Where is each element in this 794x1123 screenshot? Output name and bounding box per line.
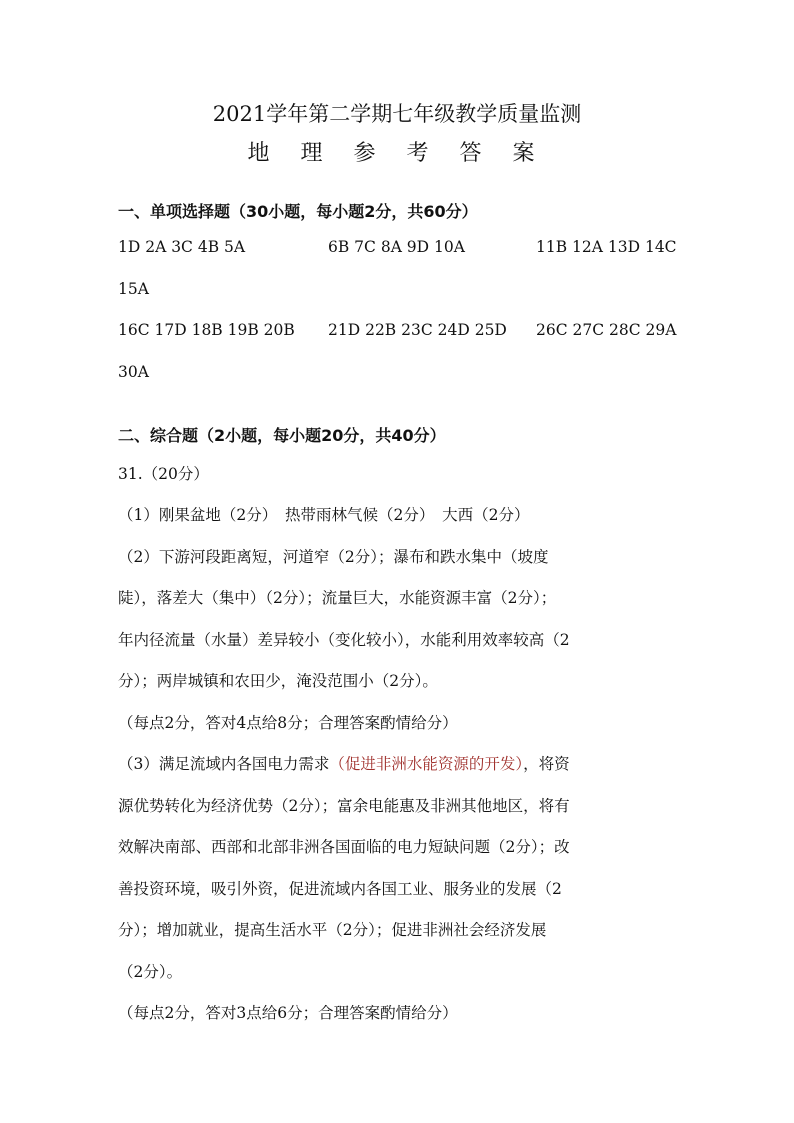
- answer-31-3-line2: 源优势转化为经济优势（2分）；富余电能惠及非洲其他地区，将有: [118, 797, 570, 815]
- answer-31-3-line6: （2分）。: [118, 963, 183, 981]
- scoring-note-1: （每点2分，答对4点给8分；合理答案酌情给分）: [118, 714, 458, 732]
- answer-31-3-line1: [118, 752, 570, 774]
- answer-31-2-line4: 分）；两岸城镇和农田少，淹没范围小（2分）。: [118, 672, 438, 690]
- answer-group: 1D 2A 3C 4B 5A: [118, 238, 246, 256]
- document-subtitle: 地 理 参 考 答 案: [247, 141, 547, 166]
- answer-31-3-line5: 分）；增加就业，提高生活水平（2分）；促进非洲社会经济发展: [118, 921, 547, 939]
- answer-31-2-line1: （2）下游河段距离短，河道窄（2分）；瀑布和跌水集中（坡度: [118, 548, 549, 566]
- answer-group: 21D 22B 23C 24D 25D: [328, 321, 507, 339]
- answer-group: 16C 17D 18B 19B 20B: [118, 321, 295, 339]
- answer-row-2-cont: 30A: [118, 363, 149, 381]
- answer-31-2-line3: 年内径流量（水量）差异较小（变化较小），水能利用效率较高（2: [118, 631, 570, 649]
- section1-heading: 一、单项选择题（30小题，每小题2分，共60分）: [118, 202, 478, 221]
- document-title: 2021学年第二学期七年级教学质量监测: [212, 102, 582, 126]
- answer-text: （3）满足流域内各国电力需求: [118, 755, 330, 773]
- answer-group: 26C 27C 28C 29A: [536, 321, 677, 339]
- answer-text: ，将资: [523, 755, 570, 773]
- answer-31-3-line4: 善投资环境，吸引外资，促进流域内各国工业、服务业的发展（2: [118, 880, 562, 898]
- answer-31-3-line3: 效解决南部、西部和北部非洲各国面临的电力短缺问题（2分）；改: [118, 838, 570, 856]
- section2-heading: 二、综合题（2小题，每小题20分，共40分）: [118, 426, 446, 445]
- answer-31-1: （1）刚果盆地（2分） 热带雨林气候（2分） 大西（2分）: [118, 506, 530, 524]
- answer-group: 11B 12A 13D 14C: [536, 238, 677, 256]
- question-31-label: 31.（20分）: [118, 465, 209, 483]
- highlighted-answer: （促进非洲水能资源的开发）: [329, 755, 524, 773]
- scoring-note-2: （每点2分，答对3点给6分；合理答案酌情给分）: [118, 1004, 458, 1022]
- answer-row-1-cont: 15A: [118, 280, 149, 298]
- answer-31-2-line2: 陡），落差大（集中）（2分）；流量巨大，水能资源丰富（2分）；: [118, 589, 557, 607]
- answer-group: 6B 7C 8A 9D 10A: [328, 238, 465, 256]
